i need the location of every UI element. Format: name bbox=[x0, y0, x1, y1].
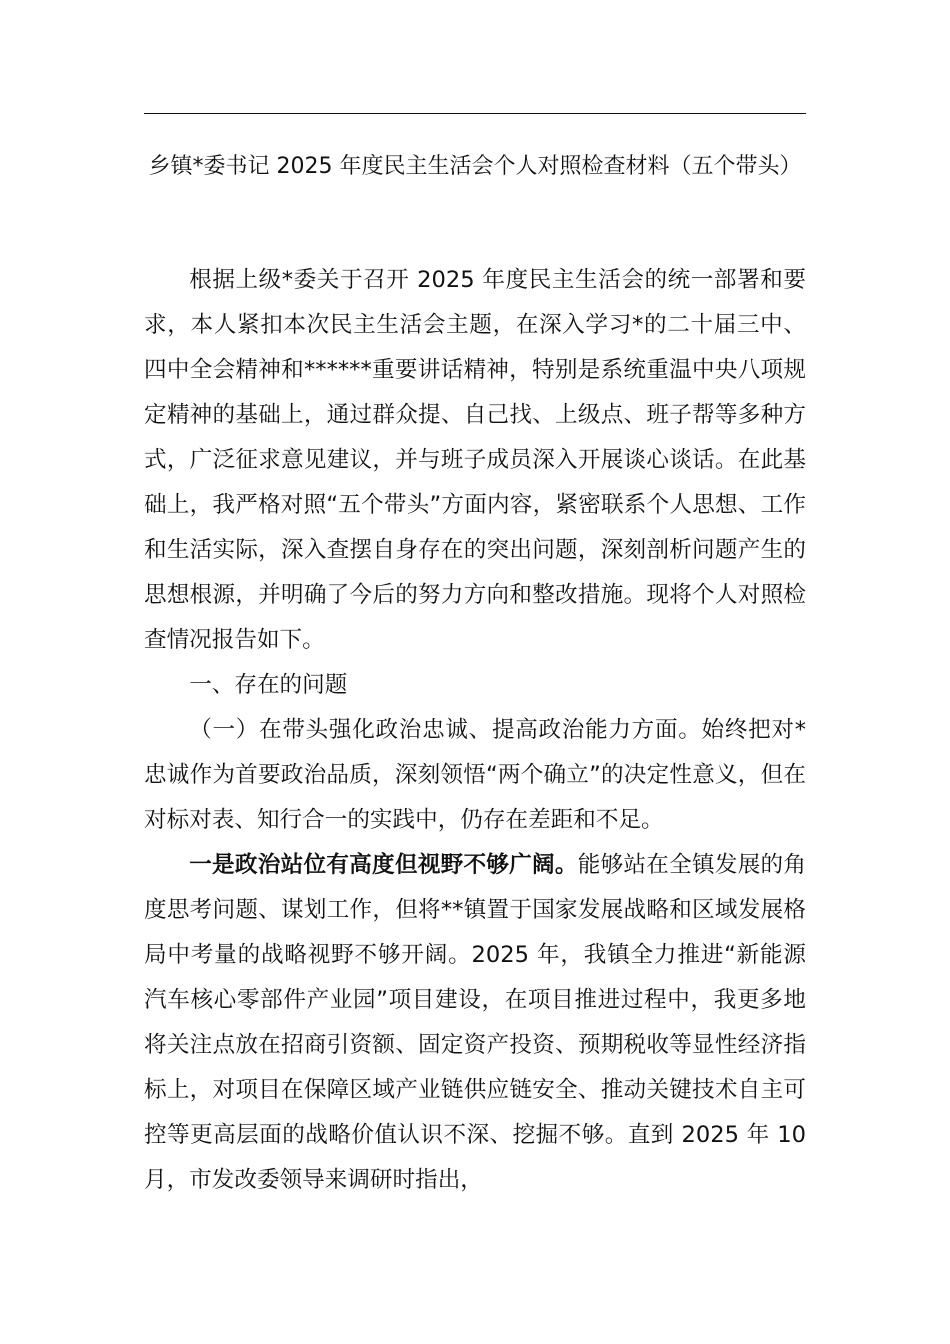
document-title: 乡镇*委书记 2025 年度民主生活会个人对照检查材料（五个带头） bbox=[148, 154, 802, 179]
intro-paragraph: 根据上级*委关于召开 2025 年度民主生活会的统一部署和要求，本人紧扣本次民主生活会主题，在深入学习*的二十届三中、四中全会精神和******重要讲话精神，特别是系统重温中央八项规定精神的基础上，通过群众提、自己找、上级点、班子帮等多种方式，广泛征求意见建议，并与班子成员深入开展谈心谈话。在此基础上，我严格对照“五个带头”方面内容，紧密联系个人思想、工作和生活实际，深入查摆自身存在的突出问题，深刻剖析问题产生的思想根源，并明确了今后的努力方向和整改措施。现将个人对照检查情况报告如下。 bbox=[144, 267, 806, 653]
point-text: 能够站在全镇发展的角度思考问题、谋划工作，但将**镇置于国家发展战略和区域发展格局中考量的战略视野不够开阔。2025 年，我镇全力推进“新能源汽车核心零部件产业园”项目建设，在项目推进过程中，我更多地将关注点放在招商引资额、固定资产投资、预期税收等显性经济指标上，对项目在保障区域产业链供应链安全、推动关键技术自主可控等更高层面的战略价值认识不深、挖掘不够。直到 2025 年 10 月，市发改委领导来调研时指出， bbox=[144, 852, 807, 1193]
header-rule bbox=[144, 113, 806, 114]
point-paragraph bbox=[144, 843, 806, 1203]
section-heading: 一、存在的问题 bbox=[189, 672, 348, 698]
subsection-paragraph: （一）在带头强化政治忠诚、提高政治能力方面。始终把对*忠诚作为首要政治品质，深刻领悟“两个确立”的决定性意义，但在对标对表、知行合一的实践中，仍存在差距和不足。 bbox=[144, 717, 806, 833]
document-body bbox=[144, 258, 806, 1203]
point-heading: 一是政治站位有高度但视野不够广阔。 bbox=[189, 852, 578, 878]
